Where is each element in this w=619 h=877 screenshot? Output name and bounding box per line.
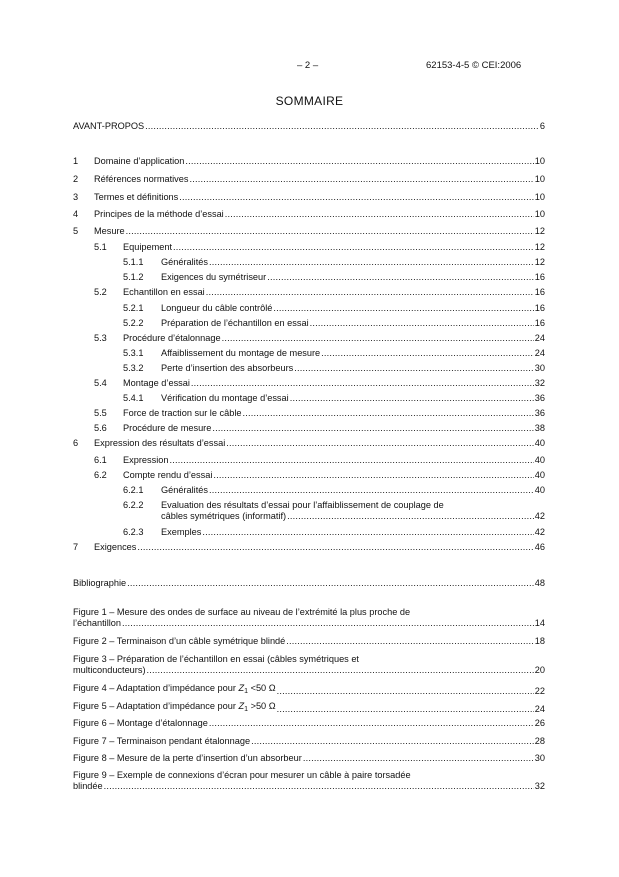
toc-entry-number: 6: [73, 438, 79, 448]
toc-entry-text: Procédure d’étalonnage: [123, 333, 221, 343]
figure-entry-page: 20: [534, 665, 545, 675]
figure-entry-1[interactable]: [73, 607, 545, 629]
toc-entry-number: 5.1.2: [123, 272, 144, 282]
figure-entry-page: 24: [534, 704, 545, 714]
toc-entry-6-2-3[interactable]: [123, 527, 545, 538]
toc-entry-6-1[interactable]: [94, 455, 545, 466]
toc-entry-bibliographie[interactable]: [73, 578, 545, 589]
toc-entry-number: 4: [73, 209, 79, 219]
toc-entry-text: Montage d’essai: [123, 378, 190, 388]
toc-entry-5-1-1[interactable]: [123, 257, 545, 268]
figure-entry-page: 26: [534, 718, 545, 728]
toc-entry-page: 48: [534, 578, 545, 588]
toc-entry-text: Compte rendu d’essai: [123, 470, 213, 480]
toc-entry-text: Expression: [123, 455, 169, 465]
figure-entry-text-line2: multiconducteurs): [73, 665, 146, 675]
toc-entry-page: 42: [534, 511, 545, 521]
toc-entry-text: Exigences du symétriseur: [161, 272, 267, 282]
toc-entry-text: Mesure: [94, 226, 125, 236]
toc-entry-5-5[interactable]: [94, 408, 545, 419]
figure-entry-page: 14: [534, 618, 545, 628]
toc-entry-page: 40: [534, 470, 545, 480]
toc-entry-number: 5.5: [94, 408, 107, 418]
figure-entry-text-line1: Figure 1 – Mesure des ondes de surface au niveau de l’extrémité la plus proche de: [73, 607, 411, 617]
toc-entry-page: 16: [534, 318, 545, 328]
toc-entry-page: 46: [534, 542, 545, 552]
toc-entry-text: Echantillon en essai: [123, 287, 205, 297]
figure-entry-4[interactable]: [73, 683, 545, 697]
toc-entry-number: 5.1.1: [123, 257, 144, 267]
toc-entry-page: 12: [534, 242, 545, 252]
toc-entry-page: 40: [534, 438, 545, 448]
toc-entry-number: 5.2.2: [123, 318, 144, 328]
figure-entry-text: Figure 4 – Adaptation d’impédance pour $Z_1 <50$ Ω: [73, 683, 276, 695]
toc-entry-page: 16: [534, 303, 545, 313]
toc-entry-text: Généralités: [161, 485, 208, 495]
figure-entry-text-line2: l’échantillon: [73, 618, 122, 628]
toc-title: SOMMAIRE: [275, 94, 344, 108]
toc-entry-page: 40: [534, 455, 545, 465]
toc-entry-5-4-1[interactable]: [123, 393, 545, 404]
toc-entry-5-1-2[interactable]: [123, 272, 545, 283]
toc-entry-page: 16: [534, 272, 545, 282]
figure-entry-page: 32: [534, 781, 545, 791]
toc-entry-number: 5.4.1: [123, 393, 144, 403]
toc-entry-avant-propos[interactable]: [73, 121, 545, 132]
toc-entry-6-2-2[interactable]: [123, 500, 545, 522]
toc-entry-number: 5.3.1: [123, 348, 144, 358]
toc-entry-text: Force de traction sur le câble: [123, 408, 242, 418]
toc-entry-text: Vérification du montage d’essai: [161, 393, 289, 403]
toc-entry-text: Termes et définitions: [94, 192, 179, 202]
toc-entry-text: Equipement: [123, 242, 173, 252]
toc-entry-5[interactable]: [73, 226, 545, 237]
toc-entry-1[interactable]: [73, 156, 545, 167]
toc-entry-page: 42: [534, 527, 545, 537]
page-number: – 2 –: [297, 60, 319, 71]
toc-entry-5-3-2[interactable]: [123, 363, 545, 374]
toc-entry-7[interactable]: [73, 542, 545, 553]
figure-entry-text: Figure 5 – Adaptation d’impédance pour $Z_1 >50$ Ω: [73, 701, 276, 713]
toc-entry-text: Exemples: [161, 527, 202, 537]
toc-entry-text: Affaiblissement du montage de mesure: [161, 348, 321, 358]
toc-entry-number: 3: [73, 192, 79, 202]
figure-entry-text-line2: blindée: [73, 781, 103, 791]
toc-entry-number: 1: [73, 156, 79, 166]
figure-entry-text: Figure 7 – Terminaison pendant étalonnage: [73, 736, 251, 746]
toc-entry-number: 5.3: [94, 333, 107, 343]
figure-entry-7[interactable]: [73, 736, 545, 747]
toc-entry-text: Domaine d’application: [94, 156, 185, 166]
toc-entry-text: Exigences: [94, 542, 137, 552]
toc-entry-6[interactable]: [73, 438, 545, 449]
toc-entry-page: 24: [534, 348, 545, 358]
toc-entry-text: Expression des résultats d’essai: [94, 438, 226, 448]
toc-entry-page: 10: [534, 174, 545, 184]
toc-entry-page: 24: [534, 333, 545, 343]
toc-entry-text: Principes de la méthode d’essai: [94, 209, 224, 219]
toc-entry-text: Références normatives: [94, 174, 189, 184]
toc-entry-number: 6.2.1: [123, 485, 144, 495]
toc-entry-3[interactable]: [73, 192, 545, 203]
toc-entry-text-line1: Evaluation des résultats d’essai pour l’affaiblissement de couplage de: [161, 500, 444, 510]
toc-entry-5-1[interactable]: [94, 242, 545, 253]
figure-entry-8[interactable]: [73, 753, 545, 764]
toc-entry-number: 5.4: [94, 378, 107, 388]
toc-entry-5-6[interactable]: [94, 423, 545, 434]
toc-entry-4[interactable]: [73, 209, 545, 220]
toc-entry-5-4[interactable]: [94, 378, 545, 389]
toc-entry-number: 6.2: [94, 470, 107, 480]
figure-entry-page: 22: [534, 686, 545, 696]
toc-entry-text: Longueur du câble contrôlé: [161, 303, 273, 313]
figure-entry-text-line1: Figure 3 – Préparation de l’échantillon en essai (câbles symétriques et: [73, 654, 359, 664]
toc-entry-5-2[interactable]: [94, 287, 545, 298]
toc-entry-6-2-1[interactable]: [123, 485, 545, 496]
figure-entry-5[interactable]: [73, 701, 545, 715]
toc-entry-text: Préparation de l’échantillon en essai: [161, 318, 309, 328]
toc-entry-text: Bibliographie: [73, 578, 127, 588]
toc-entry-number: 5.2: [94, 287, 107, 297]
toc-entry-5-2-2[interactable]: [123, 318, 545, 329]
figure-entry-text: Figure 8 – Mesure de la perte d’insertion d’un absorbeur: [73, 753, 302, 763]
toc-entry-2[interactable]: [73, 174, 545, 185]
figure-entry-page: 30: [534, 753, 545, 763]
toc-entry-number: 5.2.1: [123, 303, 144, 313]
toc-entry-text: Perte d’insertion des absorbeurs: [161, 363, 294, 373]
toc-entry-page: 36: [534, 408, 545, 418]
toc-entry-page: 12: [534, 257, 545, 267]
toc-entry-text: Procédure de mesure: [123, 423, 212, 433]
figure-entry-page: 18: [534, 636, 545, 646]
toc-entry-number: 6.1: [94, 455, 107, 465]
figure-entry-2[interactable]: [73, 636, 545, 647]
figure-entry-page: 28: [534, 736, 545, 746]
toc-entry-page: 30: [534, 363, 545, 373]
figure-entry-6[interactable]: [73, 718, 545, 729]
toc-entry-page: 16: [534, 287, 545, 297]
toc-entry-page: 10: [534, 156, 545, 166]
toc-entry-6-2[interactable]: [94, 470, 545, 481]
toc-entry-number: 2: [73, 174, 79, 184]
toc-entry-page: 36: [534, 393, 545, 403]
figure-entry-text: Figure 6 – Montage d’étalonnage: [73, 718, 208, 728]
toc-entry-text: Généralités: [161, 257, 208, 267]
toc-entry-page: 10: [534, 192, 545, 202]
toc-entry-page: 10: [534, 209, 545, 219]
toc-entry-number: 7: [73, 542, 79, 552]
toc-entry-number: 6.2.2: [123, 500, 144, 510]
toc-entry-page: 40: [534, 485, 545, 495]
toc-entry-number: 5: [73, 226, 79, 236]
toc-entry-number: 5.6: [94, 423, 107, 433]
toc-entry-page: 6: [539, 121, 545, 131]
standard-reference: 62153-4-5 © CEI:2006: [426, 60, 522, 71]
figure-entry-3[interactable]: [73, 654, 545, 676]
toc-entry-5-3[interactable]: [94, 333, 545, 344]
toc-entry-text: AVANT-PROPOS: [73, 121, 145, 131]
toc-entry-5-3-1[interactable]: [123, 348, 545, 359]
toc-entry-number: 6.2.3: [123, 527, 144, 537]
toc-entry-page: 32: [534, 378, 545, 388]
toc-entry-page: 38: [534, 423, 545, 433]
toc-entry-page: 12: [534, 226, 545, 236]
toc-entry-5-2-1[interactable]: [123, 303, 545, 314]
toc-entry-number: 5.3.2: [123, 363, 144, 373]
toc-entry-number: 5.1: [94, 242, 107, 252]
figure-entry-text: Figure 2 – Terminaison d’un câble symétrique blindé: [73, 636, 286, 646]
figure-entry-9[interactable]: [73, 770, 545, 792]
toc-entry-text-line2: câbles symétriques (informatif): [161, 511, 287, 521]
figure-entry-text-line1: Figure 9 – Exemple de connexions d’écran pour mesurer un câble à paire torsadée: [73, 770, 411, 780]
